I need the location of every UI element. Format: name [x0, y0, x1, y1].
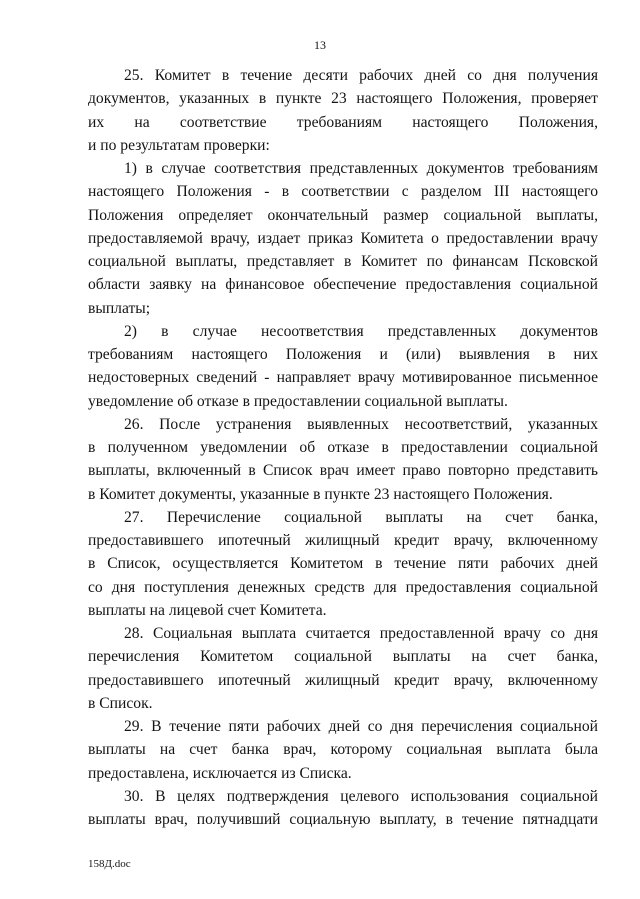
paragraph-25 — [88, 64, 598, 157]
paragraph-line: выплаты на лицевой счет Комитета. — [88, 601, 327, 619]
paragraph-line: предоставляемой врачу, издает приказ Комитета о предоставлении врачу — [88, 229, 598, 247]
paragraph-line: требованиям настоящего Положения и (или) выявления в них — [88, 346, 598, 363]
paragraph-line: 2) в случае несоответствия представленных документов — [124, 322, 598, 340]
paragraph-27 — [88, 506, 598, 622]
paragraph-line: 1) в случае соответствия представленных документов требованиям — [124, 160, 598, 177]
paragraph-28 — [88, 622, 598, 715]
paragraph-29 — [88, 715, 598, 785]
paragraph-line: социальной выплаты, представляет в Комитет по финансам Псковской — [88, 253, 598, 270]
paragraph-line: в полученном уведомлении об отказе в предоставлении социальной — [88, 439, 598, 456]
paragraph-line: 26. После устранения выявленных несоответствий, указанных — [124, 415, 598, 433]
paragraph-line: предоставлена, исключается из Списка. — [88, 764, 352, 782]
paragraph-line: 28. Социальная выплата считается предоставленной врачу со дня — [124, 625, 598, 642]
paragraph-line: 25. Комитет в течение десяти рабочих дней со дня получения — [124, 67, 598, 84]
paragraph-line: перечисления Комитетом социальной выплаты на счет банка, — [88, 648, 598, 666]
paragraph-line: недостоверных сведений - направляет врачу мотивированное письменное — [88, 369, 598, 387]
paragraph-line: в Список, осуществляется Комитетом в течение пяти рабочих дней — [88, 555, 598, 573]
paragraph-line: выплаты врач, получивший социальную выплату, в течение пятнадцати — [88, 811, 598, 828]
paragraph-30 — [88, 785, 598, 832]
paragraph-25-item-1 — [88, 157, 598, 320]
paragraph-line: 27. Перечисление социальной выплаты на счет банка, — [124, 508, 598, 526]
paragraph-line: уведомление об отказе в предоставлении социальной выплаты. — [88, 392, 508, 410]
paragraph-line: 29. В течение пяти рабочих дней со дня перечисления социальной — [124, 718, 598, 735]
paragraph-line: предоставившего ипотечный жилищный кредит врачу, включенному — [88, 671, 598, 689]
paragraph-26 — [88, 413, 598, 506]
paragraph-25-item-2 — [88, 320, 598, 413]
file-name-footer: 158Д.doc — [88, 858, 131, 870]
paragraph-line: в Комитет документы, указанные в пункте 23 настоящего Положения. — [88, 485, 553, 503]
paragraph-line: выплаты, включенный в Список врач имеет право повторно представить — [88, 462, 598, 480]
paragraph-line: со дня поступления денежных средств для предоставления социальной — [88, 578, 598, 596]
paragraph-line: 30. В целях подтверждения целевого использования социальной — [124, 787, 598, 805]
paragraph-line: их на соответствие требованиям настоящего Положения, — [88, 113, 598, 131]
paragraph-line: в Список. — [88, 694, 153, 712]
paragraph-line: выплаты на счет банка врач, которому социальная выплата была — [88, 741, 598, 759]
paragraph-line: и по результатам проверки: — [88, 136, 270, 154]
paragraph-line: области заявку на финансовое обеспечение предоставления социальной — [88, 276, 598, 294]
paragraph-line: Положения определяет окончательный размер социальной выплаты, — [88, 206, 598, 224]
paragraph-line: документов, указанных в пункте 23 настоящего Положения, проверяет — [88, 90, 598, 108]
page-number: 13 — [314, 38, 326, 52]
document-body — [88, 64, 598, 831]
paragraph-line: настоящего Положения - в соответствии с разделом III настоящего — [88, 183, 598, 201]
paragraph-line: предоставившего ипотечный жилищный кредит врачу, включенному — [88, 532, 598, 549]
paragraph-line: выплаты; — [88, 299, 151, 317]
